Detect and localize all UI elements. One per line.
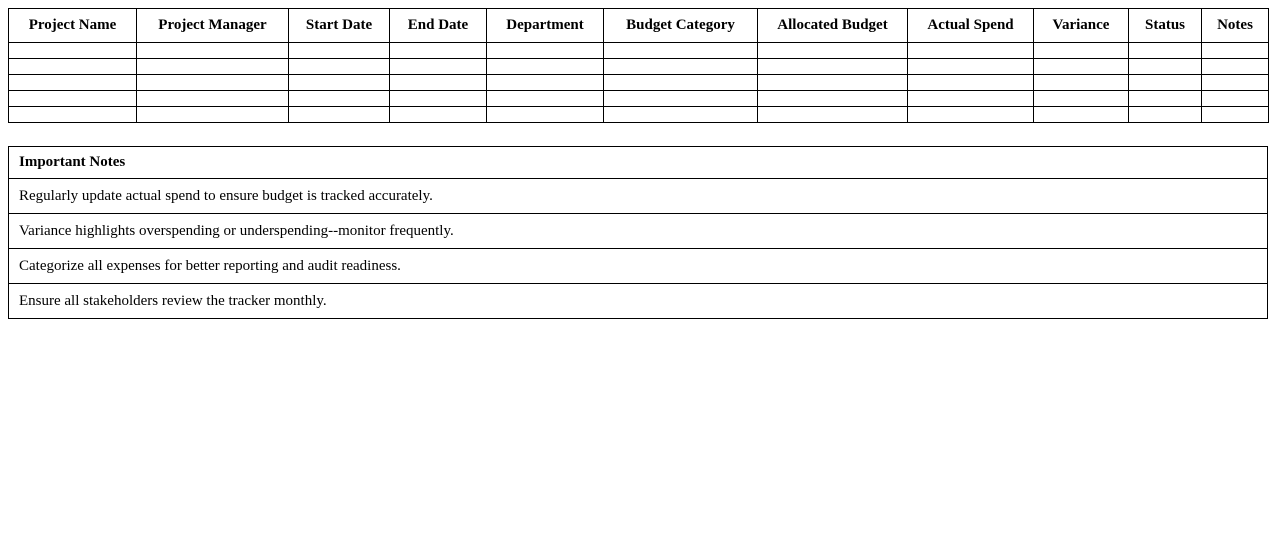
empty-cell <box>1129 107 1202 123</box>
empty-cell <box>137 107 289 123</box>
empty-cell <box>1202 75 1269 91</box>
tracker-empty-row <box>9 91 1269 107</box>
empty-cell <box>1034 107 1129 123</box>
empty-cell <box>604 43 758 59</box>
empty-cell <box>1034 75 1129 91</box>
empty-cell <box>289 107 390 123</box>
empty-cell <box>289 75 390 91</box>
empty-cell <box>137 59 289 75</box>
empty-cell <box>487 91 604 107</box>
column-header-budget-category: Budget Category <box>604 9 758 43</box>
empty-cell <box>1034 59 1129 75</box>
empty-cell <box>390 59 487 75</box>
empty-cell <box>758 107 908 123</box>
empty-cell <box>908 75 1034 91</box>
empty-cell <box>390 75 487 91</box>
empty-cell <box>137 43 289 59</box>
empty-cell <box>758 91 908 107</box>
empty-cell <box>758 43 908 59</box>
empty-cell <box>487 43 604 59</box>
note-item: Variance highlights overspending or underspending--monitor frequently. <box>9 214 1268 249</box>
column-header-allocated-budget: Allocated Budget <box>758 9 908 43</box>
empty-cell <box>1202 43 1269 59</box>
empty-cell <box>604 59 758 75</box>
empty-cell <box>487 59 604 75</box>
note-item: Ensure all stakeholders review the tracker monthly. <box>9 284 1268 319</box>
empty-cell <box>9 59 137 75</box>
empty-cell <box>487 107 604 123</box>
empty-cell <box>289 43 390 59</box>
empty-cell <box>1129 75 1202 91</box>
empty-cell <box>137 91 289 107</box>
empty-cell <box>9 43 137 59</box>
empty-cell <box>604 75 758 91</box>
empty-cell <box>289 59 390 75</box>
empty-cell <box>908 91 1034 107</box>
empty-cell <box>390 107 487 123</box>
empty-cell <box>137 75 289 91</box>
note-row <box>9 284 1268 319</box>
empty-cell <box>758 75 908 91</box>
note-row <box>9 214 1268 249</box>
column-header-department: Department <box>487 9 604 43</box>
note-item: Regularly update actual spend to ensure budget is tracked accurately. <box>9 179 1268 214</box>
column-header-project-manager: Project Manager <box>137 9 289 43</box>
empty-cell <box>908 107 1034 123</box>
empty-cell <box>487 75 604 91</box>
column-header-end-date: End Date <box>390 9 487 43</box>
empty-cell <box>9 107 137 123</box>
column-header-project-name: Project Name <box>9 9 137 43</box>
column-header-actual-spend: Actual Spend <box>908 9 1034 43</box>
tracker-empty-row <box>9 75 1269 91</box>
tracker-empty-row <box>9 107 1269 123</box>
note-item: Categorize all expenses for better reporting and audit readiness. <box>9 249 1268 284</box>
column-header-notes: Notes <box>1202 9 1269 43</box>
empty-cell <box>1202 59 1269 75</box>
notes-title-row <box>9 147 1268 179</box>
empty-cell <box>604 91 758 107</box>
empty-cell <box>390 91 487 107</box>
column-header-status: Status <box>1129 9 1202 43</box>
tracker-empty-row <box>9 43 1269 59</box>
project-budget-tracker-table <box>8 8 1269 123</box>
note-row <box>9 179 1268 214</box>
important-notes-table <box>8 146 1268 319</box>
empty-cell <box>1129 91 1202 107</box>
empty-cell <box>908 59 1034 75</box>
empty-cell <box>908 43 1034 59</box>
note-row <box>9 249 1268 284</box>
empty-cell <box>1202 107 1269 123</box>
empty-cell <box>9 91 137 107</box>
empty-cell <box>1034 91 1129 107</box>
tracker-empty-row <box>9 59 1269 75</box>
empty-cell <box>758 59 908 75</box>
empty-cell <box>604 107 758 123</box>
column-header-variance: Variance <box>1034 9 1129 43</box>
empty-cell <box>1202 91 1269 107</box>
notes-title: Important Notes <box>9 147 1268 179</box>
empty-cell <box>390 43 487 59</box>
empty-cell <box>9 75 137 91</box>
empty-cell <box>1129 59 1202 75</box>
empty-cell <box>1034 43 1129 59</box>
empty-cell <box>1129 43 1202 59</box>
empty-cell <box>289 91 390 107</box>
column-header-start-date: Start Date <box>289 9 390 43</box>
tracker-header-row <box>9 9 1269 43</box>
